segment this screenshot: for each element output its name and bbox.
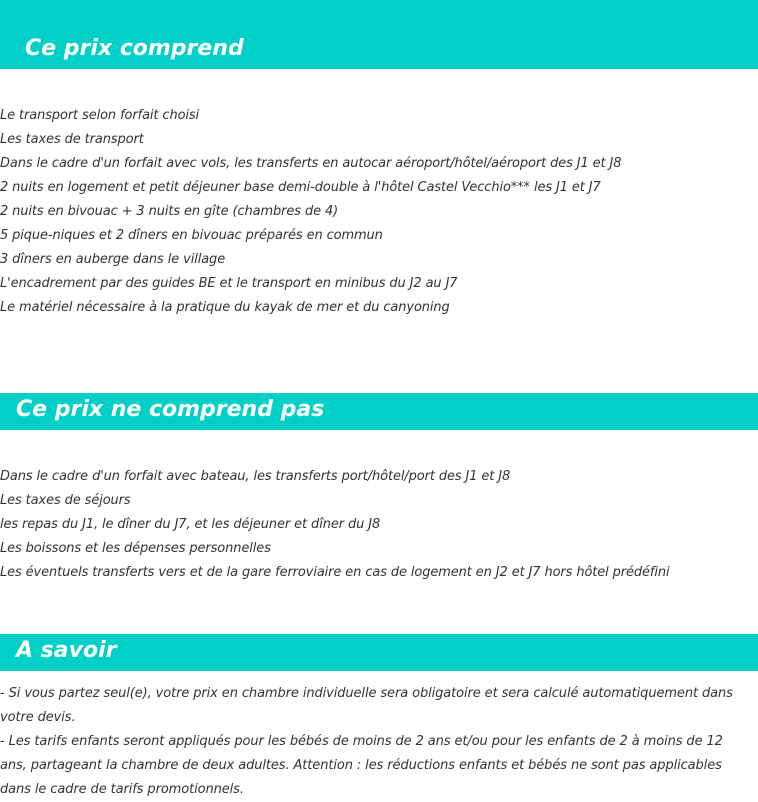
- included-item: Le matériel nécessaire à la pratique du kayak de mer et du canyoning: [0, 300, 450, 315]
- good-to-know-content: [0, 682, 752, 802]
- included-list: [0, 104, 758, 320]
- included-item: L'encadrement par des guides BE et le transport en minibus du J2 au J7: [0, 276, 458, 291]
- not-included-section-title: Ce prix ne comprend pas: [16, 397, 325, 422]
- not-included-item: les repas du J1, le dîner du J7, et les déjeuner et dîner du J8: [0, 517, 381, 532]
- not-included-list: [0, 465, 758, 585]
- not-included-item: Les éventuels transferts vers et de la gare ferroviaire en cas de logement en J2 et J7 hors hôtel prédéfini: [0, 565, 670, 580]
- included-item: Dans le cadre d'un forfait avec vols, les transferts en autocar aéroport/hôtel/aéroport des J1 et J8: [0, 156, 622, 171]
- included-item: 2 nuits en bivouac + 3 nuits en gîte (chambres de 4): [0, 204, 339, 219]
- good-to-know-paragraph: - Si vous partez seul(e), votre prix en chambre individuelle sera obligatoire et sera calculé automatiquement dans votre devis.: [0, 686, 733, 725]
- included-item: 2 nuits en logement et petit déjeuner base demi-double à l'hôtel Castel Vecchio*** les J1 et J7: [0, 180, 601, 195]
- included-item: 3 dîners en auberge dans le village: [0, 252, 226, 267]
- good-to-know-paragraph: - Les tarifs enfants seront appliqués pour les bébés de moins de 2 ans et/ou pour les enfants de 2 à moins de 12 ans, partageant la chambre de deux adultes. Attention : les réductions enfants et bébés ne sont pas applicables dans le cadre de tarifs promotionnels.: [0, 734, 723, 797]
- included-section-title: Ce prix comprend: [25, 36, 244, 61]
- not-included-section-header: [0, 393, 758, 430]
- good-to-know-section-title: A savoir: [16, 638, 117, 663]
- included-item: Les taxes de transport: [0, 132, 144, 147]
- not-included-item: Les boissons et les dépenses personnelles: [0, 541, 271, 556]
- included-section-header: [0, 0, 758, 69]
- good-to-know-section-header: [0, 634, 758, 671]
- included-item: 5 pique-niques et 2 dîners en bivouac préparés en commun: [0, 228, 383, 243]
- not-included-item: Dans le cadre d'un forfait avec bateau, les transferts port/hôtel/port des J1 et J8: [0, 469, 511, 484]
- included-item: Le transport selon forfait choisi: [0, 108, 200, 123]
- not-included-item: Les taxes de séjours: [0, 493, 131, 508]
